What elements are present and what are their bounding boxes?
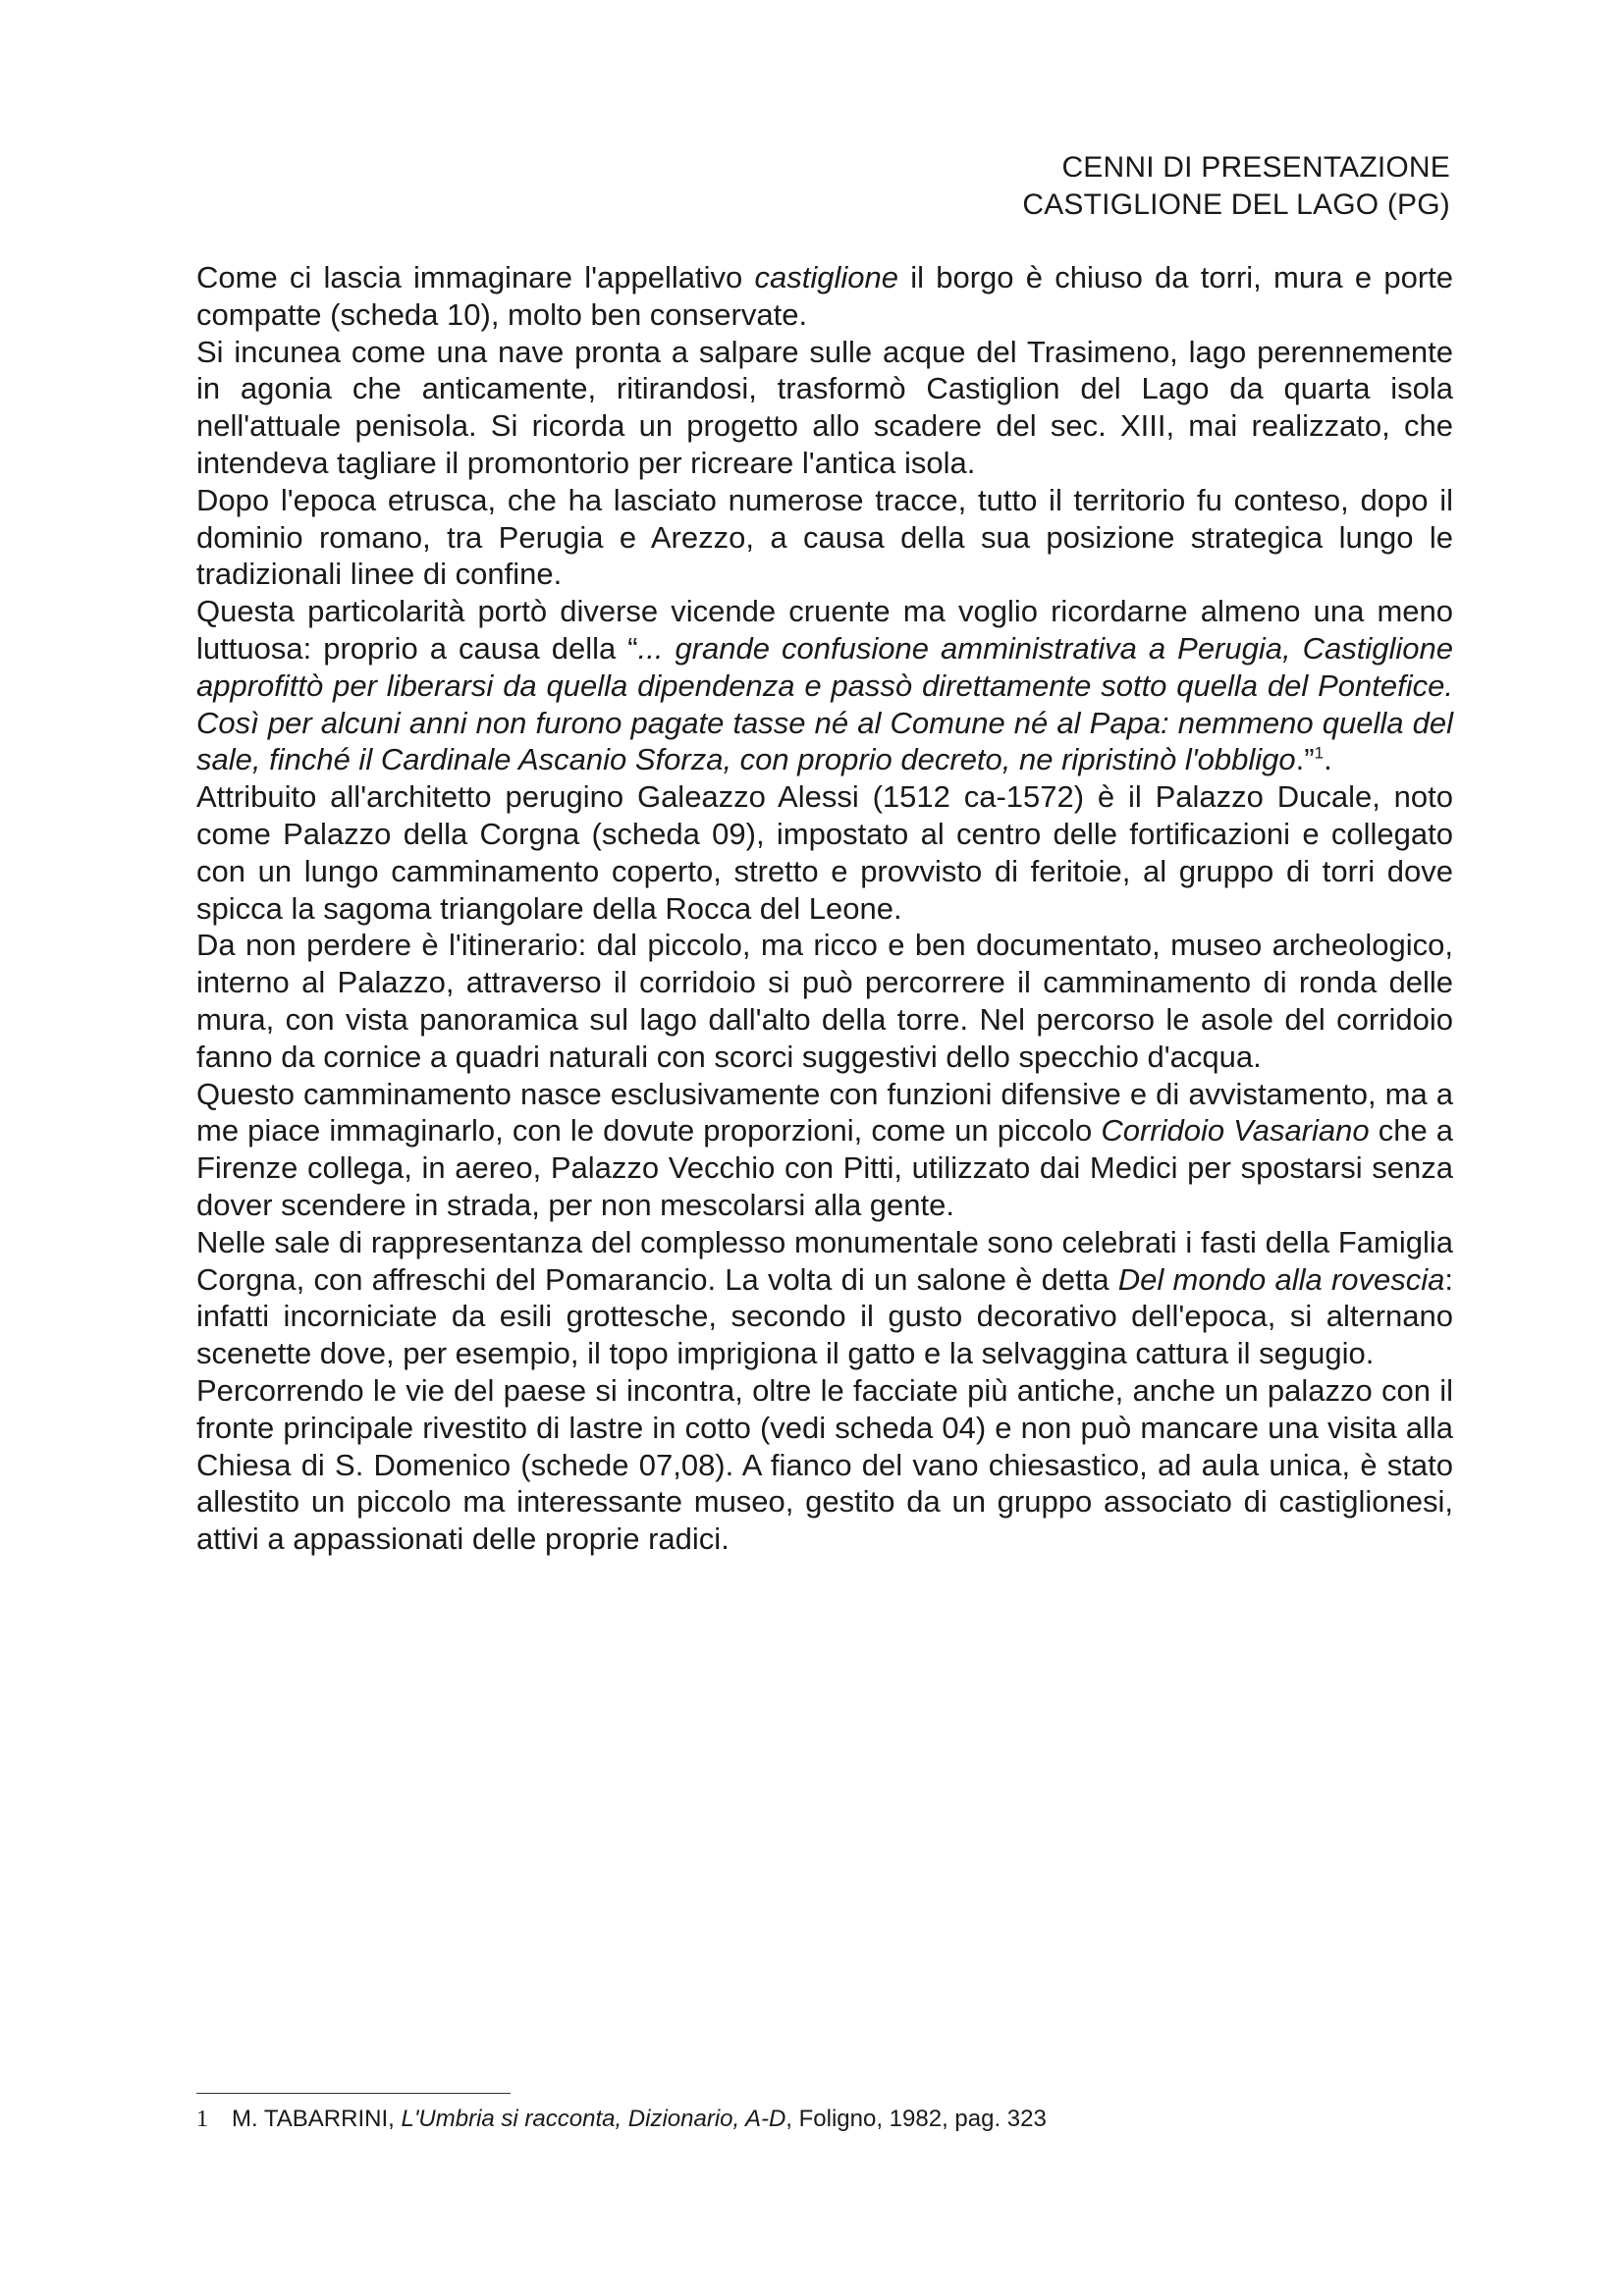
text-run: Come ci lascia immaginare l'appellativo — [196, 260, 755, 294]
footnote-author: M. TABARRINI, — [232, 2106, 402, 2132]
paragraph-4 — [196, 593, 1453, 778]
italic-term: Del mondo alla rovescia — [1117, 1261, 1445, 1297]
text-run: : infatti incorniciate da esili grottesche, secondo il gusto decorativo dell'epoca, si alternano scenette dove, per esempio, il topo imprigiona il gatto e la selvaggina cattura il segugio. — [196, 1261, 1453, 1371]
footnote-details: , Foligno, 1982, pag. 323 — [785, 2106, 1047, 2132]
paragraph-2: Si incunea come una nave pronta a salpare sulle acque del Trasimeno, lago perennemente in agonia che anticamente, ritirandosi, trasformò Castiglion del Lago da quarta isola nell'attuale penisola. Si ricorda un progetto allo scadere del sec. XIII, mai realizzato, che intendeva tagliare il promontorio per ricreare l'antica isola. — [196, 334, 1453, 480]
text-run: .” — [1295, 742, 1315, 777]
page-header — [1022, 149, 1450, 224]
header-title: CENNI DI PRESENTAZIONE — [1061, 151, 1450, 184]
main-text — [196, 259, 1453, 1558]
text-run: . — [1324, 742, 1332, 777]
paragraph-7 — [196, 1076, 1453, 1224]
footnote-number: 1 — [196, 2107, 208, 2132]
paragraph-3: Dopo l'epoca etrusca, che ha lasciato numerose tracce, tutto il territorio fu conteso, dopo il dominio romano, tra Perugia e Arezzo, a causa della sua posizione strategica lungo le tradizionali linee di confine. — [196, 482, 1453, 592]
paragraph-8 — [196, 1224, 1453, 1372]
footnote-title: L'Umbria si racconta, Dizionario, A-D — [401, 2106, 786, 2132]
paragraph-6: Da non perdere è l'itinerario: dal piccolo, ma ricco e ben documentato, museo archeologico, interno al Palazzo, attraverso il corridoio si può percorrere il camminamento di ronda delle mura, con vista panoramica sul lago dall'alto della torre. Nel percorso le asole del corridoio fanno da cornice a quadri naturali con scorci suggestivi dello specchio d'acqua. — [196, 928, 1453, 1074]
paragraph-9: Percorrendo le vie del paese si incontra, oltre le facciate più antiche, anche un palazzo con il fronte principale rivestito di lastre in cotto (vedi scheda 04) e non può mancare una visita alla Chiesa di S. Domenico (schede 07,08). A fianco del vano chiesastico, ad aula unica, è stato allestito un piccolo ma interessante museo, gestito da un gruppo associato di castiglionesi, attivi a appassionati delle proprie radici. — [196, 1372, 1453, 1557]
footnote — [196, 2105, 1047, 2134]
paragraph-5: Attribuito all'architetto perugino Galeazzo Alessi (1512 ca-1572) è il Palazzo Ducale, noto come Palazzo della Corgna (scheda 09), impostato al centro delle fortificazioni e collegato con un lungo camminamento coperto, stretto e provvisto di feritoie, al gruppo di torri dove spicca la sagoma triangolare della Rocca del Leone. — [196, 779, 1453, 926]
text-run: Questo camminamento nasce esclusivamente con funzioni difensive e di avvistamento, ma a me piace immaginarlo, con le dovute proporzioni, come un piccolo — [196, 1076, 1453, 1148]
italic-term: Corridoio Vasariano — [1101, 1113, 1370, 1148]
footnote-reference[interactable]: 1 — [1314, 744, 1325, 764]
italic-term: castiglione — [754, 260, 898, 294]
text-run: il borgo è chiuso da torri, mura e porte compatte (scheda 10), molto ben conservate. — [196, 260, 1453, 332]
footnote-divider — [196, 2093, 511, 2094]
text-run: Questa particolarità portò diverse vicende cruente ma voglio ricordarne almeno una meno luttuosa: proprio a causa della “ — [196, 594, 1453, 666]
italic-quote: ... grande confusione amministrativa a Perugia, Castiglione approfittò per liberarsi da quella dipendenza e passò direttamente sotto quella del Pontefice. Così per alcuni anni non furono pagate tasse né al Comune né al Papa: nemmeno quella del sale, finché il Cardinale Ascanio Sforza, con proprio decreto, ne ripristinò l'obbligo — [196, 630, 1453, 777]
paragraph-1 — [196, 259, 1453, 334]
header-subtitle: CASTIGLIONE DEL LAGO (PG) — [1022, 188, 1450, 221]
text-run: Nelle sale di rappresentanza del complesso monumentale sono celebrati i fasti della Famiglia Corgna, con affreschi del Pomarancio. La volta di un salone è detta — [196, 1224, 1453, 1297]
text-run: che a Firenze collega, in aereo, Palazzo Vecchio con Pitti, utilizzato dai Medici per spostarsi senza dover scendere in strada, per non mescolarsi alla gente. — [196, 1113, 1453, 1222]
